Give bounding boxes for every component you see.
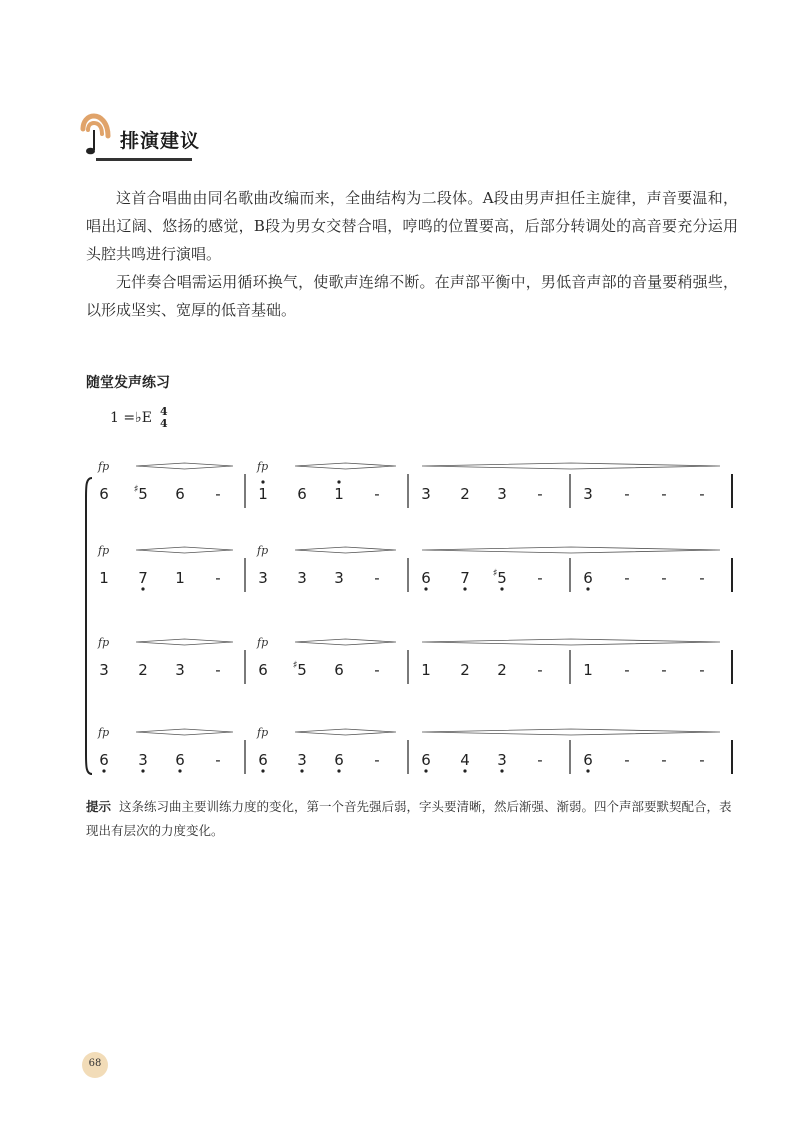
note: 3 [334, 569, 344, 587]
octave-dot-below [500, 769, 503, 772]
note: 3 [297, 751, 307, 769]
note: 7 [138, 569, 148, 587]
dynamic-fp: fp [257, 460, 269, 473]
note: 3 [297, 569, 307, 587]
sustain-dash: - [537, 661, 543, 679]
note: 1 [421, 661, 431, 679]
key-signature: 1 =♭E [110, 410, 152, 426]
sustain-dash: - [699, 485, 705, 503]
tip-label: 提示 [86, 799, 112, 814]
note: 6 [99, 751, 109, 769]
dynamic-fp: fp [257, 544, 269, 557]
note: 5 [497, 569, 507, 587]
note: 6 [583, 751, 593, 769]
sustain-dash: - [624, 485, 630, 503]
note: 5 [138, 485, 148, 503]
system-bracket [86, 478, 92, 774]
time-signature-top: 4 [160, 405, 168, 418]
note: 1 [99, 569, 109, 587]
hairpin [295, 547, 396, 553]
note: 4 [460, 751, 470, 769]
dynamic-fp: fp [98, 726, 110, 739]
note: 6 [334, 661, 344, 679]
note: 6 [175, 485, 185, 503]
sustain-dash: - [215, 751, 221, 769]
sustain-dash: - [537, 485, 543, 503]
note: 6 [421, 569, 431, 587]
note: 1 [583, 661, 593, 679]
octave-dot-below [424, 769, 427, 772]
octave-dot-below [141, 587, 144, 590]
sustain-dash: - [374, 485, 380, 503]
note: 3 [175, 661, 185, 679]
note: 6 [334, 751, 344, 769]
note: 3 [138, 751, 148, 769]
note: 3 [497, 485, 507, 503]
octave-dot-below [586, 587, 589, 590]
sustain-dash: - [661, 661, 667, 679]
note: 6 [258, 751, 268, 769]
note: 7 [460, 569, 470, 587]
octave-dot-below [300, 769, 303, 772]
hairpin [422, 463, 720, 469]
sharp-accidental: ♯ [292, 660, 298, 671]
octave-dot-below [424, 587, 427, 590]
hairpin [295, 729, 396, 735]
sharp-accidental: ♯ [492, 568, 498, 579]
tip-box [86, 795, 738, 843]
sustain-dash: - [215, 569, 221, 587]
dynamic-fp: fp [257, 636, 269, 649]
octave-dot-below [586, 769, 589, 772]
note: 3 [421, 485, 431, 503]
sustain-dash: - [374, 751, 380, 769]
octave-dot-below [102, 769, 105, 772]
note: 1 [334, 485, 344, 503]
sustain-dash: - [624, 661, 630, 679]
sustain-dash: - [215, 661, 221, 679]
octave-dot-below [337, 769, 340, 772]
note: 2 [497, 661, 507, 679]
hairpin [136, 729, 233, 735]
note: 3 [583, 485, 593, 503]
sustain-dash: - [661, 751, 667, 769]
hairpin [136, 547, 233, 553]
sustain-dash: - [699, 661, 705, 679]
note: 1 [258, 485, 268, 503]
rehearsal-paragraph-1: 这首合唱曲由同名歌曲改编而来，全曲结构为二段体。A段由男声担任主旋律，声音要温和，唱出辽阔、悠扬的感觉，B段为男女交替合唱，哼鸣的位置要高，后部分转调处的高音要充分运用头腔共鸣进行演唱。 [86, 189, 738, 263]
note: 5 [297, 661, 307, 679]
hairpin [295, 639, 396, 645]
note: 3 [99, 661, 109, 679]
sustain-dash: - [624, 751, 630, 769]
octave-dot-below [178, 769, 181, 772]
sustain-dash: - [624, 569, 630, 587]
sustain-dash: - [699, 569, 705, 587]
sharp-accidental: ♯ [133, 484, 139, 495]
rehearsal-paragraph-2: 无伴奏合唱需运用循环换气，使歌声连绵不断。在声部平衡中，男低音声部的音量要稍强些，以形成坚实、宽厚的低音基础。 [86, 273, 738, 319]
page-number: 68 [88, 1058, 102, 1069]
octave-dot-below [463, 769, 466, 772]
note: 1 [175, 569, 185, 587]
note: 6 [297, 485, 307, 503]
sustain-dash: - [374, 569, 380, 587]
octave-dot-above [337, 480, 340, 483]
hairpin [295, 463, 396, 469]
sustain-dash: - [537, 751, 543, 769]
dynamic-fp: fp [257, 726, 269, 739]
dynamic-fp: fp [98, 460, 110, 473]
sustain-dash: - [374, 661, 380, 679]
octave-dot-above [261, 480, 264, 483]
dynamic-fp: fp [98, 636, 110, 649]
sustain-dash: - [215, 485, 221, 503]
note: 2 [138, 661, 148, 679]
note: 6 [583, 569, 593, 587]
hairpin [136, 639, 233, 645]
sustain-dash: - [537, 569, 543, 587]
exercise-title: 随堂发声练习 [86, 375, 170, 391]
octave-dot-below [463, 587, 466, 590]
hairpin [422, 547, 720, 553]
octave-dot-below [500, 587, 503, 590]
octave-dot-below [141, 769, 144, 772]
note: 3 [258, 569, 268, 587]
note: 2 [460, 485, 470, 503]
note: 6 [421, 751, 431, 769]
note: 6 [258, 661, 268, 679]
hairpin [422, 639, 720, 645]
hairpin [136, 463, 233, 469]
octave-dot-below [261, 769, 264, 772]
section-title: 排演建议 [120, 130, 201, 152]
sustain-dash: - [661, 485, 667, 503]
note: 6 [99, 485, 109, 503]
time-signature-bottom: 4 [160, 417, 168, 430]
hairpin [422, 729, 720, 735]
dynamic-fp: fp [98, 544, 110, 557]
tip-text: 这条练习曲主要训练力度的变化，第一个音先强后弱，字头要清晰，然后渐强、渐弱。四个声部要默契配合，表现出有层次的力度变化。 [86, 799, 732, 838]
note: 2 [460, 661, 470, 679]
note: 3 [497, 751, 507, 769]
note: 6 [175, 751, 185, 769]
sustain-dash: - [699, 751, 705, 769]
sustain-dash: - [661, 569, 667, 587]
